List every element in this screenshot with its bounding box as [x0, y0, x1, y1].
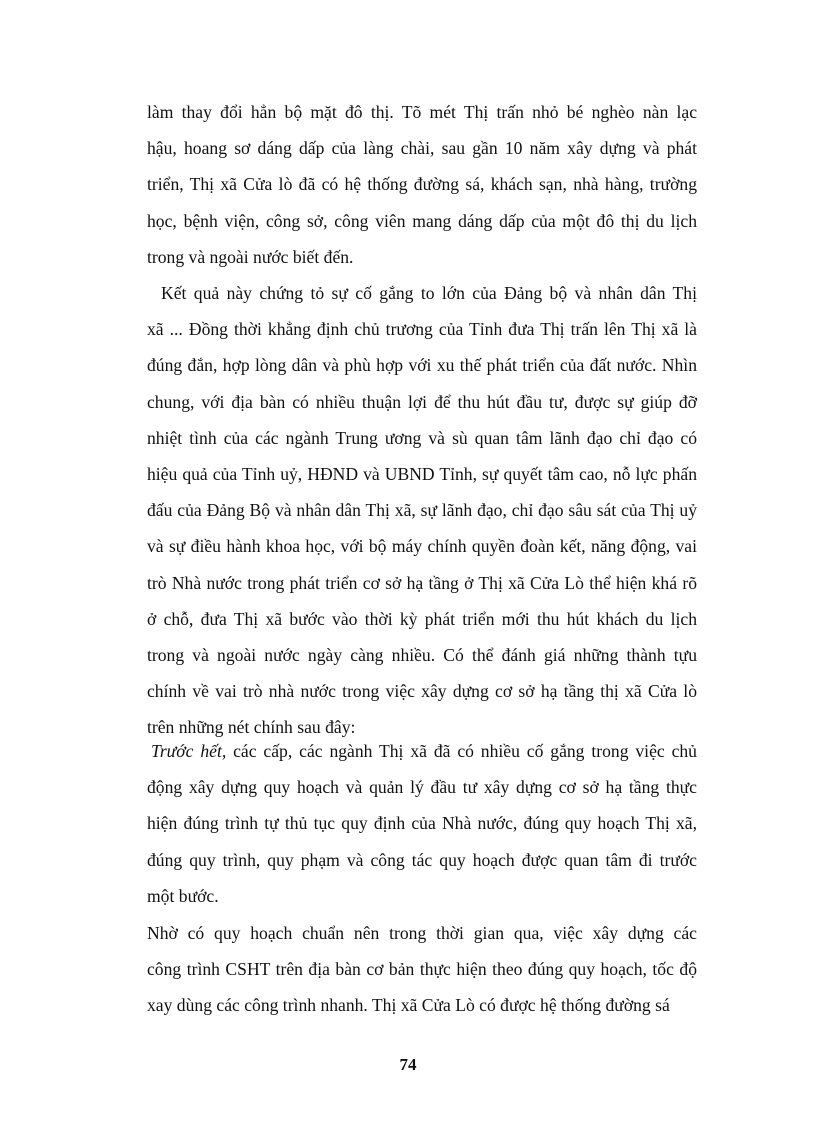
text-line: nhiệt tình của các ngành Trung ương và sù quan tâm lãnh đạo chỉ đạo có [147, 427, 697, 448]
paragraph-2 [147, 275, 697, 745]
paragraph-1 [147, 94, 697, 275]
text-line: Nhờ có quy hoạch chuẩn nên trong thời gian qua, việc xây dựng các [147, 923, 697, 943]
text-line: chung, với địa bàn có nhiều thuận lợi để thu hút đầu tư, được sự giúp đỡ [147, 391, 697, 412]
text-line: hiện đúng trình tự thủ tục quy định của Nhà nước, đúng quy hoạch Thị xã, [147, 813, 697, 834]
italic-lead: Trước hết, [151, 741, 227, 761]
text-line: trong và ngoài nước ngày càng nhiều. Có thể đánh giá những thành tựu [147, 644, 697, 665]
text-line-rest: các cấp, các ngành Thị xã đã có nhiều cố gắng trong việc chủ [226, 741, 697, 761]
text-line: động xây dựng quy hoạch và quản lý đầu tư xây dựng cơ sở hạ tầng thực [147, 777, 697, 798]
text-line: xay dùng các công trình nhanh. Thị xã Cửa Lò có được hệ thống đường sá [147, 995, 670, 1016]
text-line [147, 733, 697, 769]
text-line: hiệu quả của Tỉnh uỷ, HĐND và UBND Tỉnh, sự quyết tâm cao, nỗ lực phấn [147, 463, 697, 484]
text-line: trong và ngoài nước biết đến. [147, 246, 354, 267]
text-line: Kết quả này chứng tỏ sự cố gắng to lớn của Đảng bộ và nhân dân Thị [161, 283, 697, 303]
text-line: và sự điều hành khoa học, với bộ máy chính quyền đoàn kết, năng động, vai [147, 536, 697, 557]
text-line: triển, Thị xã Cửa lò đã có hệ thống đường sá, khách sạn, nhà hàng, trường [147, 174, 697, 195]
text-line: trên những nét chính sau đây: [147, 717, 356, 738]
text-line: đấu của Đảng Bộ và nhân dân Thị xã, sự lãnh đạo, chỉ đạo sâu sát của Thị uỷ [147, 500, 697, 521]
page-number: 74 [399, 1055, 417, 1074]
text-line: chính về vai trò nhà nước trong việc xây dựng cơ sở hạ tầng thị xã Cửa lò [147, 681, 697, 702]
text-line: ở chỗ, đưa Thị xã bước vào thời kỳ phát triển mới thu hút khách du lịch [147, 608, 697, 629]
paragraph-3 [147, 733, 697, 914]
text-line: xã ... Đồng thời khẳng định chủ trương của Tỉnh đưa Thị trấn lên Thị xã là [147, 319, 697, 340]
text-line: một bước. [147, 885, 219, 906]
text-line: hậu, hoang sơ dáng dấp của làng chài, sau gần 10 năm xây dựng và phát [147, 138, 697, 159]
text-line: công trình CSHT trên địa bàn cơ bản thực hiện theo đúng quy hoạch, tốc độ [147, 959, 697, 980]
text-line: đúng đắn, hợp lòng dân và phù hợp với xu thế phát triển của đất nước. Nhìn [147, 355, 697, 376]
text-line: học, bệnh viện, công sở, công viên mang dáng dấp của một đô thị du lịch [147, 210, 697, 231]
text-line: trò Nhà nước trong phát triển cơ sở hạ tầng ở Thị xã Cửa Lò thể hiện khá rõ [147, 572, 697, 593]
text-line: đúng quy trình, quy phạm và công tác quy hoạch được quan tâm đi trước [147, 849, 697, 870]
paragraph-4 [147, 915, 697, 1024]
text-line: làm thay đổi hẳn bộ mặt đô thị. Tõ mét Thị trấn nhỏ bé nghèo nàn lạc [147, 102, 697, 122]
